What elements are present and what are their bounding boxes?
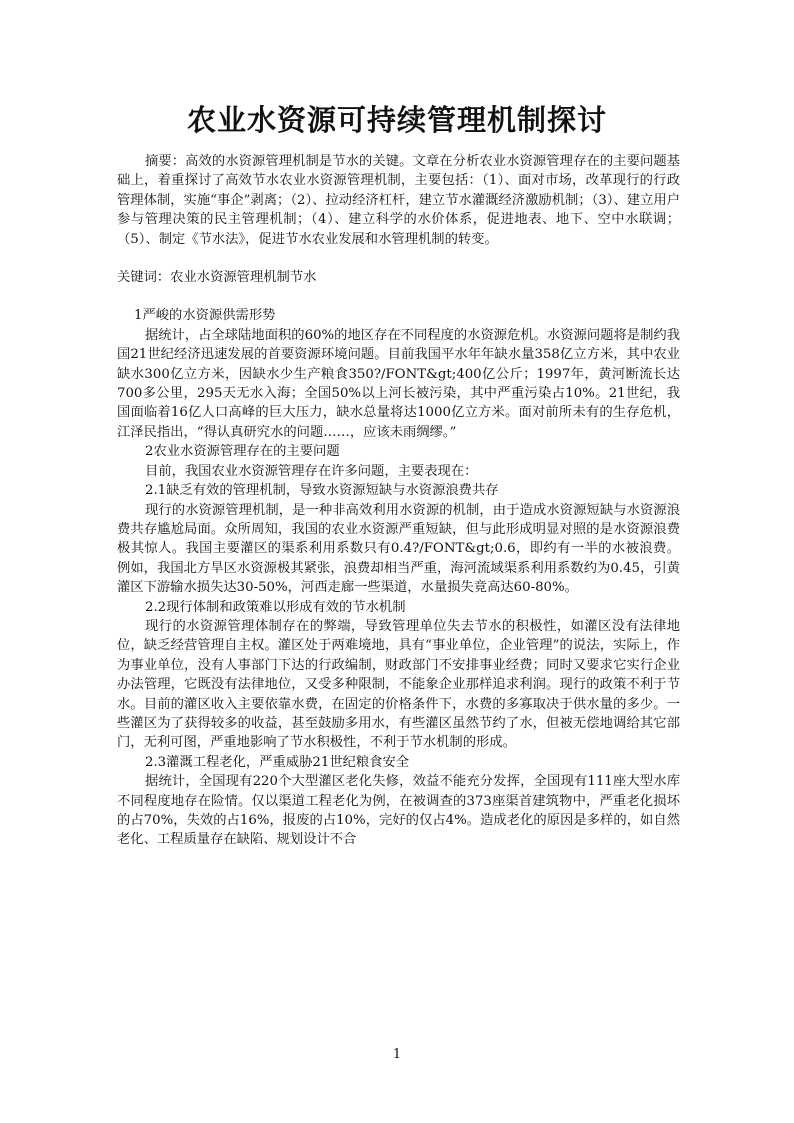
section-heading: 2农业水资源管理存在的主要问题 [145,444,340,460]
body-paragraph: 现行的水资源管理机制，是一种非高效利用水资源的机制，由于造成水资源短缺与水资源浪费共存尴尬局面。众所周知，我国的农业水资源严重短缺，但与此形成明显对照的是水资源浪费极其惊人。我国主要灌区的渠系利用系数只有0.4?/FONT&gt;0.6，即约有一半的水被浪费。例如，我国北方旱区水资源极其紧张，浪费却相当严重，海河流域渠系利用系数约为0.45，引黄灌区下游输水损失达30-50%，河西走廊一些渠道，水量损失竟高达60-80%。 [117,502,680,596]
body-paragraph: 现行的水资源管理体制存在的弊端，导致管理单位失去节水的积极性，如灌区没有法律地位，缺乏经营管理自主权。灌区处于两难境地，具有“事业单位，企业管理”的说法，实际上，作为事业单位，没有人事部门下达的行政编制，财政部门不安排事业经费；同时又要求它实行企业办法管理，它既没有法律地位，又受多种限制，不能象企业那样追求利润。现行的政策不利于节水。目前的灌区收入主要依靠水费，在固定的价格条件下，水费的多寡取决于供水量的多少。一些灌区为了获得较多的收益，甚至鼓励多用水，有些灌区虽然节约了水，但被无偿地调给其它部门，无利可图，严重地影响了节水积极性，不利于节水机制的形成。 [117,618,680,751]
subsection-heading: 2.3灌溉工程老化，严重威胁21世纪粮食安全 [145,754,410,770]
document-title: 农业水资源可持续管理机制探讨 [186,103,607,137]
document-body [117,152,680,850]
page-number: 1 [392,1047,402,1062]
body-paragraph: 目前，我国农业水资源管理存在许多问题，主要表现在： [145,463,478,479]
subsection-heading: 2.2现行体制和政策难以形成有效的节水机制 [145,599,406,615]
body-paragraph: 据统计，占全球陆地面积的60%的地区存在不同程度的水资源危机。水资源问题将是制约我国21世纪经济迅速发展的首要资源环境问题。目前我国平水年年缺水量358亿立方米，其中农业缺水300亿立方米，因缺水少生产粮食350?/FONT&gt;400亿公斤；1997年，黄河断流长达700多公里，295天无水入海；全国50%以上河长被污染，其中严重污染占10%。21世纪，我国面临着16亿人口高峰的巨大压力，缺水总量将达1000亿立方米。面对前所未有的生存危机，江泽民指出，“得认真研究水的问题……，应该未雨绸缪。” [117,327,680,440]
subsection-heading: 2.1缺乏有效的管理机制，导致水资源短缺与水资源浪费共存 [145,483,499,499]
keywords-line: 关键词：农业水资源管理机制节水 [117,270,317,286]
section-heading: 1严峻的水资源供需形势 [134,308,276,324]
spacer [117,249,680,268]
spacer [117,287,680,306]
abstract-paragraph: 摘要：高效的水资源管理机制是节水的关键。文章在分析农业水资源管理存在的主要问题基础上，着重探讨了高效节水农业水资源管理机制，主要包括：（1）、面对市场，改革现行的行政管理体制，实施“事企”剥离；（2）、拉动经济杠杆，建立节水灌溉经济激励机制；（3）、建立用户参与管理决策的民主管理机制；（4）、建立科学的水价体系，促进地表、地下、空中水联调；（5）、制定《节水法》，促进节水农业发展和水管理机制的转变。 [117,154,680,247]
body-paragraph: 据统计，全国现有220个大型灌区老化失修，效益不能充分发挥，全国现有111座大型水库不同程度地存在险情。仅以渠道工程老化为例，在被调查的373座渠首建筑物中，严重老化损坏的占70%，失效的占16%，报废的占10%，完好的仅占4%。造成老化的原因是多样的，如自然老化、工程质量存在缺陷、规划设计不合 [117,774,680,848]
